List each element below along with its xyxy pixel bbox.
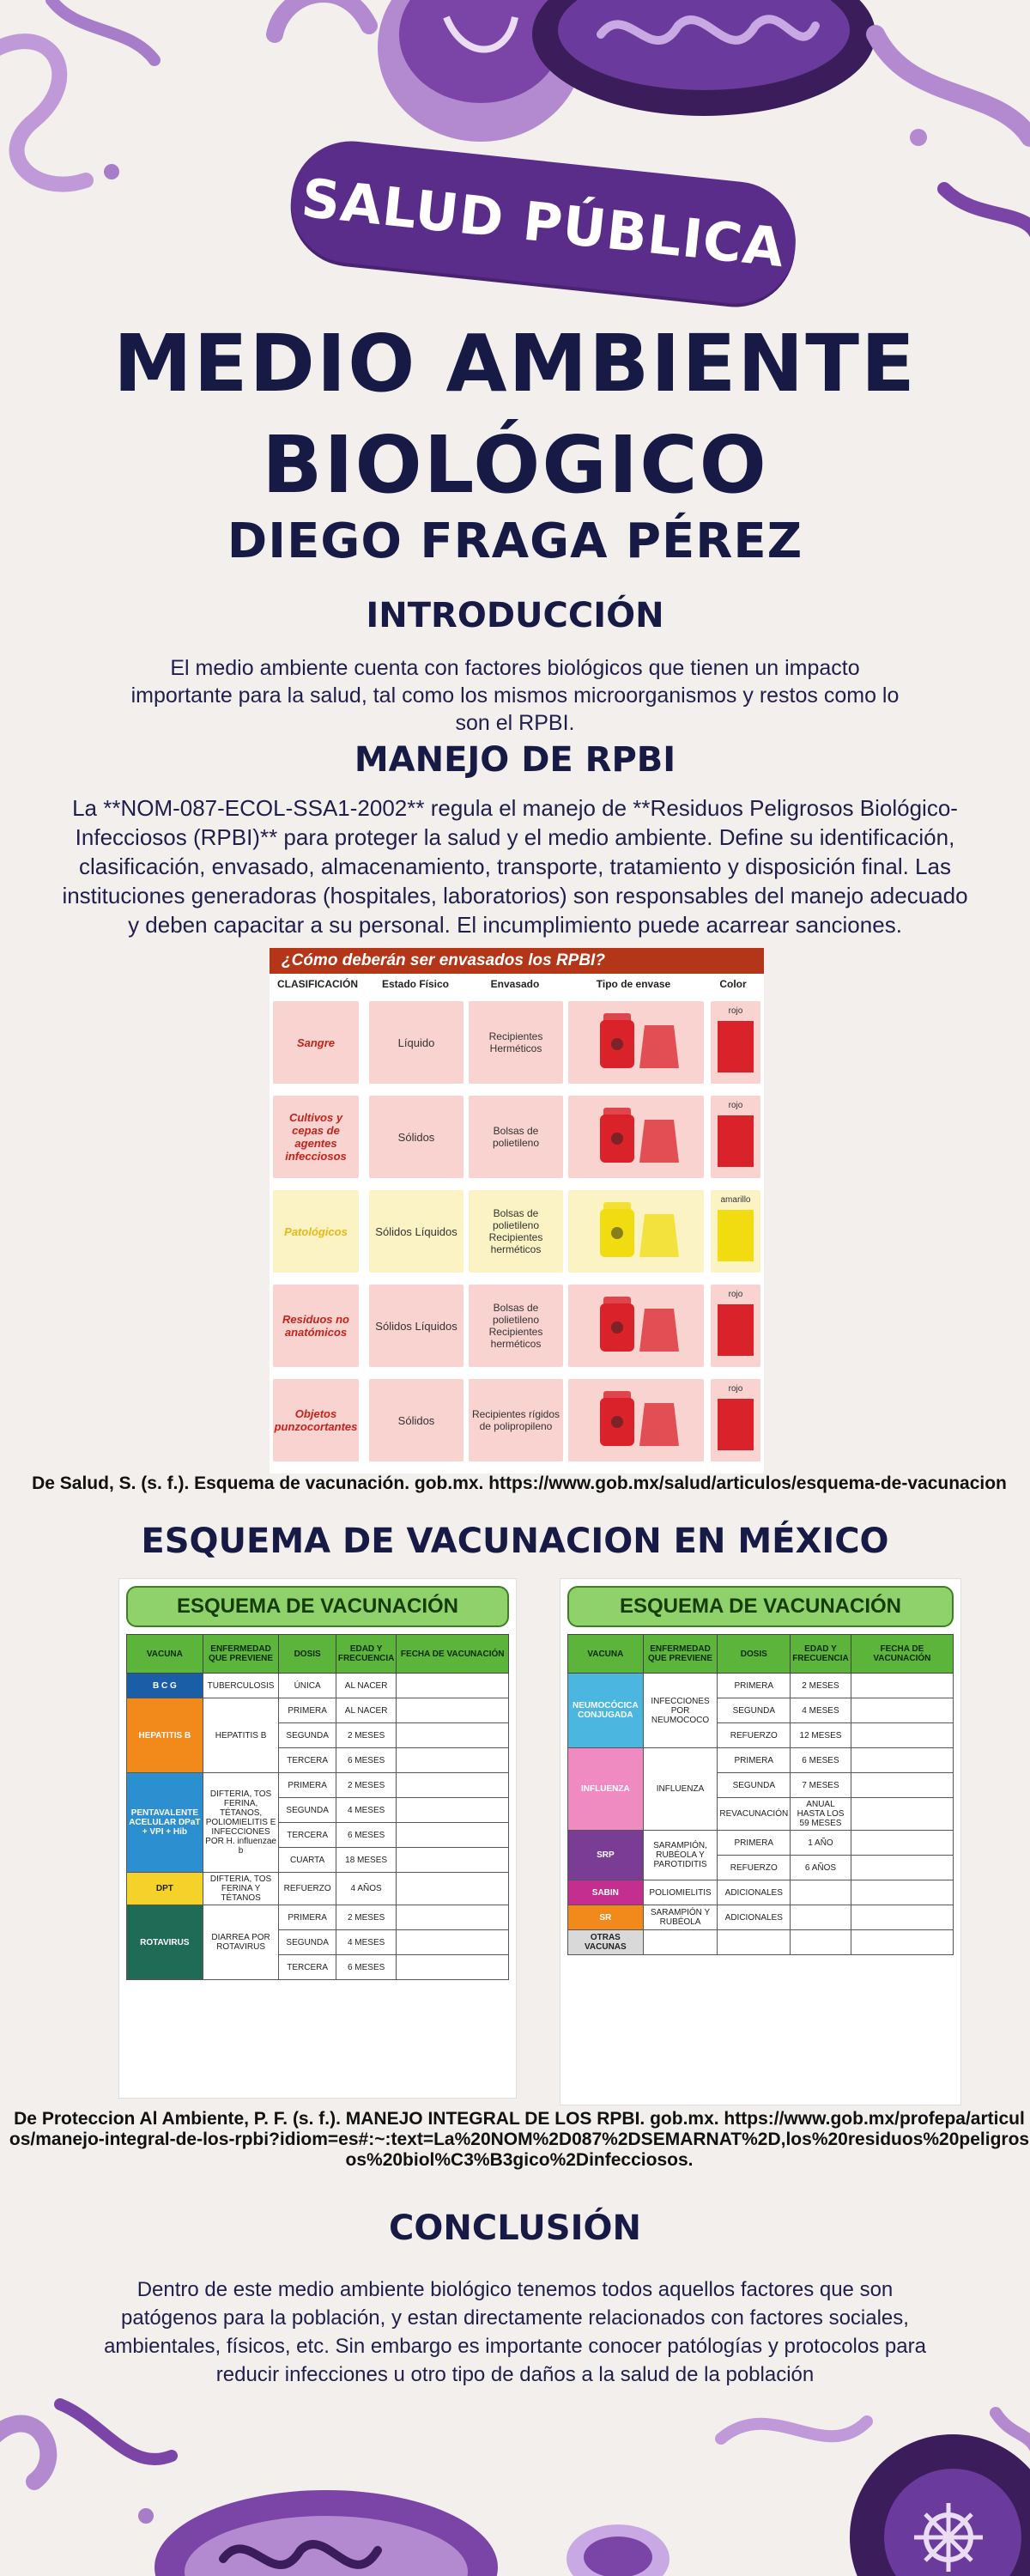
vacuna-header-cell: VACUNA xyxy=(127,1635,203,1674)
vacuna-edad: 1 AÑO xyxy=(791,1831,851,1856)
vacuna-enfermedad: TUBERCULOSIS xyxy=(203,1674,279,1698)
vacuna-fecha[interactable] xyxy=(397,1773,509,1798)
vacuna-dosis: CUARTA xyxy=(279,1848,336,1873)
vacuna-dosis: SEGUNDA xyxy=(279,1798,336,1823)
rpbi-color-label: rojo xyxy=(728,1101,743,1110)
panel-title: ESQUEMA DE VACUNACIÓN xyxy=(567,1586,954,1627)
vacuna-edad: 6 AÑOS xyxy=(791,1856,851,1880)
vacuna-dosis: TERCERA xyxy=(279,1748,336,1773)
vacuna-fecha[interactable] xyxy=(397,1674,509,1698)
vacuna-dosis: REFUERZO xyxy=(279,1873,336,1905)
vacuna-dosis: TERCERA xyxy=(279,1823,336,1848)
rpbi-row xyxy=(270,1187,764,1276)
vacuna-name: OTRAS VACUNAS xyxy=(568,1930,644,1955)
vacuna-fecha[interactable] xyxy=(851,1723,953,1748)
banner-label: SALUD PÚBLICA xyxy=(299,166,788,279)
rpbi-envasado: Bolsas de polietileno Recipientes herméticos xyxy=(469,1190,563,1273)
vacuna-dosis: PRIMERA xyxy=(718,1748,791,1773)
rpbi-color xyxy=(711,1001,760,1084)
vacuna-dosis: SEGUNDA xyxy=(718,1773,791,1798)
vacuna-fecha[interactable] xyxy=(397,1723,509,1748)
vacuna-edad: 7 MESES xyxy=(791,1773,851,1798)
container-icon xyxy=(585,1386,688,1455)
vacuna-fecha[interactable] xyxy=(397,1748,509,1773)
container-icon xyxy=(585,1197,688,1266)
vacuna-fecha[interactable] xyxy=(851,1748,953,1773)
vacunacion-table-right xyxy=(567,1634,954,1955)
vacuna-fecha[interactable] xyxy=(851,1930,953,1955)
conclusion-text: Dentro de este medio ambiente biológico tenemos todos aquellos factores que son patógenos para la población, y estan directamente relacionados con factores sociales, ambientales, físicos, etc. Sin embargo es importante conocer patólogías y protocolos para reducir infecciones u otro tipo de daños a la salud de la población xyxy=(104,2278,926,2386)
rpbi-color-label: rojo xyxy=(728,1384,743,1394)
vacuna-dosis: PRIMERA xyxy=(279,1698,336,1723)
table-row xyxy=(568,1831,954,1856)
intro-text: El medio ambiente cuenta con factores biológicos que tienen un impacto importante para la salud, tal como los mismos microorganismos y restos como lo son el RPBI. xyxy=(130,656,900,735)
vacuna-dosis: REFUERZO xyxy=(718,1856,791,1880)
vacuna-edad: 2 MESES xyxy=(336,1905,397,1930)
vacuna-header-cell: EDAD Y FRECUENCIA xyxy=(791,1635,851,1674)
vacuna-fecha[interactable] xyxy=(851,1798,953,1831)
rpbi-envasado: Bolsas de polietileno Recipientes herméticos xyxy=(469,1285,563,1367)
vacuna-dosis: PRIMERA xyxy=(718,1674,791,1698)
vacuna-name: SRP xyxy=(568,1831,644,1880)
vacuna-dosis: ÚNICA xyxy=(279,1674,336,1698)
table-row xyxy=(568,1880,954,1905)
vacuna-edad: 18 MESES xyxy=(336,1848,397,1873)
vacuna-fecha[interactable] xyxy=(851,1674,953,1698)
title-line-1: MEDIO AMBIENTE xyxy=(113,318,917,410)
vacuna-edad: 6 MESES xyxy=(791,1748,851,1773)
vacuna-edad: 6 MESES xyxy=(336,1823,397,1848)
rpbi-color xyxy=(711,1285,760,1367)
vacuna-enfermedad: POLIOMIELITIS xyxy=(643,1880,718,1905)
vacuna-header-cell: ENFERMEDAD QUE PREVIENE xyxy=(203,1635,279,1674)
vacuna-header-cell: FECHA DE VACUNACIÓN xyxy=(851,1635,953,1674)
vacuna-enfermedad: SARAMPIÓN Y RUBÉOLA xyxy=(643,1905,718,1930)
vacuna-edad xyxy=(791,1905,851,1930)
table-row xyxy=(568,1905,954,1930)
vacuna-edad: 2 MESES xyxy=(336,1773,397,1798)
rpbi-estado: Sólidos Líquidos xyxy=(369,1190,464,1273)
rpbi-clasificacion: Objetos punzocortantes xyxy=(273,1379,359,1461)
author-name: DIEGO FRAGA PÉREZ xyxy=(227,513,803,569)
vacuna-edad: 4 MESES xyxy=(336,1798,397,1823)
rpbi-header-cell: Tipo de envase xyxy=(596,978,671,990)
rpbi-row xyxy=(270,1376,764,1465)
vacuna-dosis: PRIMERA xyxy=(279,1905,336,1930)
intro-heading: INTRODUCCIÓN xyxy=(366,596,664,635)
credit-1: De Salud, S. (s. f.). Esquema de vacunación. gob.mx. https://www.gob.mx/salud/articulos/esquema-de-vacunacion xyxy=(32,1473,1007,1493)
rpbi-container-image xyxy=(568,1379,704,1461)
vacuna-dosis: PRIMERA xyxy=(279,1773,336,1798)
rpbi-clasificacion: Cultivos y cepas de agentes infecciosos xyxy=(273,1096,359,1178)
rpbi-color-label: amarillo xyxy=(720,1195,751,1205)
panel-title: ESQUEMA DE VACUNACIÓN xyxy=(126,1586,509,1627)
vacuna-fecha[interactable] xyxy=(851,1698,953,1723)
vacuna-fecha[interactable] xyxy=(851,1880,953,1905)
vacunacion-heading: ESQUEMA DE VACUNACION EN MÉXICO xyxy=(141,1522,889,1561)
rpbi-envasado: Recipientes rígidos de polipropileno xyxy=(469,1379,563,1461)
vacuna-dosis: REFUERZO xyxy=(718,1723,791,1748)
vacuna-edad xyxy=(791,1880,851,1905)
rpbi-clasificacion: Sangre xyxy=(273,1001,359,1084)
conclusion-heading: CONCLUSIÓN xyxy=(389,2208,641,2248)
rpbi-color xyxy=(711,1379,760,1461)
rpbi-container-image xyxy=(568,1001,704,1084)
vacuna-enfermedad: DIFTERIA, TOS FERINA, TÉTANOS, POLIOMIELITIS E INFECCIONES POR H. influenzae b xyxy=(203,1773,279,1873)
rpbi-color-swatch xyxy=(718,1304,754,1356)
vacuna-header-cell: VACUNA xyxy=(568,1635,644,1674)
manejo-heading: MANEJO DE RPBI xyxy=(354,740,676,780)
rpbi-container-image xyxy=(568,1285,704,1367)
vacuna-edad: AL NACER xyxy=(336,1698,397,1723)
vacuna-name: B C G xyxy=(127,1674,203,1698)
vacuna-dosis: REVACUNACIÓN xyxy=(718,1798,791,1831)
table-row xyxy=(127,1698,509,1723)
table-row xyxy=(127,1905,509,1930)
vacuna-edad: 6 MESES xyxy=(336,1955,397,1980)
vacuna-enfermedad: HEPATITIS B xyxy=(203,1698,279,1773)
table-row xyxy=(127,1674,509,1698)
vacuna-enfermedad: DIFTERIA, TOS FERINA Y TÉTANOS xyxy=(203,1873,279,1905)
vacuna-header-cell: FECHA DE VACUNACIÓN xyxy=(397,1635,509,1674)
container-icon xyxy=(585,1008,688,1077)
vacuna-name: SABIN xyxy=(568,1880,644,1905)
rpbi-color-swatch xyxy=(718,1115,754,1167)
vacuna-edad: 4 MESES xyxy=(336,1930,397,1955)
vacuna-name: INFLUENZA xyxy=(568,1748,644,1831)
credit-2: De Proteccion Al Ambiente, P. F. (s. f.). MANEJO INTEGRAL DE LOS RPBI. gob.mx. https://www.gob.mx/profepa/articulos/manejo-integral-de-los-rpbi?idiom=es#:~:text=La%20NOM%2D087%2DSEMARNAT%2D,los%20residuos%20peligrosos%20biol%C3%B3gico%2Dinfecciosos. xyxy=(9,2109,1030,2170)
vacuna-dosis: SEGUNDA xyxy=(718,1698,791,1723)
rpbi-container-image xyxy=(568,1096,704,1178)
vacuna-fecha[interactable] xyxy=(397,1955,509,1980)
rpbi-color-label: rojo xyxy=(728,1006,743,1016)
rpbi-color-swatch xyxy=(718,1399,754,1450)
vacuna-enfermedad: INFECCIONES POR NEUMOCOCO xyxy=(643,1674,718,1748)
rpbi-estado: Sólidos xyxy=(369,1379,464,1461)
vacuna-edad: ANUAL HASTA LOS 59 MESES xyxy=(791,1798,851,1831)
vacuna-fecha[interactable] xyxy=(851,1773,953,1798)
vacuna-name: NEUMOCÓCICA CONJUGADA xyxy=(568,1674,644,1748)
vacuna-edad: 2 MESES xyxy=(791,1674,851,1698)
vacuna-edad: 6 MESES xyxy=(336,1748,397,1773)
vacuna-edad: 4 MESES xyxy=(791,1698,851,1723)
title-line-2: BIOLÓGICO xyxy=(262,419,768,511)
microbe-decoration-bottom xyxy=(0,2387,1030,2576)
table-row xyxy=(127,1773,509,1798)
rpbi-envasado: Recipientes Herméticos xyxy=(469,1001,563,1084)
vacuna-edad xyxy=(791,1930,851,1955)
rpbi-clasificacion: Residuos no anatómicos xyxy=(273,1285,359,1367)
vacuna-dosis: TERCERA xyxy=(279,1955,336,1980)
vacuna-fecha[interactable] xyxy=(851,1856,953,1880)
manejo-text: La **NOM-087-ECOL-SSA1-2002** regula el manejo de **Residuos Peligrosos Biológico-Infecciosos (RPBI)** para proteger la salud y el medio ambiente. Define su identificación, clasificación, envasado, almacenamiento, transporte, tratamiento y disposición final. Las instituciones generadoras (hospitales, laboratorios) son responsables del manejo adecuado y deben capacitar a su personal. El incumplimiento puede acarrear sanciones. xyxy=(62,795,968,938)
vacuna-header-cell: ENFERMEDAD QUE PREVIENE xyxy=(643,1635,718,1674)
vacuna-fecha[interactable] xyxy=(397,1798,509,1823)
vacuna-fecha[interactable] xyxy=(851,1831,953,1856)
rpbi-table-title: ¿Cómo deberán ser envasados los RPBI? xyxy=(270,948,764,974)
vacuna-name: PENTAVALENTE ACELULAR DPaT + VPI + Hib xyxy=(127,1773,203,1873)
vacuna-fecha[interactable] xyxy=(397,1848,509,1873)
vacunacion-table-left xyxy=(126,1634,509,1980)
table-row xyxy=(568,1930,954,1955)
vacuna-dosis xyxy=(718,1930,791,1955)
vacunacion-panel-right xyxy=(560,1578,961,2105)
vacuna-name: DPT xyxy=(127,1873,203,1905)
table-row xyxy=(568,1674,954,1698)
vacuna-header-cell: EDAD Y FRECUENCIA xyxy=(336,1635,397,1674)
rpbi-clasificacion: Patológicos xyxy=(273,1190,359,1273)
vacunacion-panel-left xyxy=(118,1578,517,2099)
rpbi-header-cell: Color xyxy=(719,978,747,990)
vacuna-edad: AL NACER xyxy=(336,1674,397,1698)
vacuna-dosis: SEGUNDA xyxy=(279,1723,336,1748)
rpbi-header-cell: Envasado xyxy=(490,978,540,990)
rpbi-color-label: rojo xyxy=(728,1290,743,1299)
vacuna-fecha[interactable] xyxy=(397,1930,509,1955)
vacuna-enfermedad: SARAMPIÓN, RUBÉOLA Y PAROTIDITIS xyxy=(643,1831,718,1880)
rpbi-color xyxy=(711,1190,760,1273)
vacuna-edad: 2 MESES xyxy=(336,1723,397,1748)
vacuna-header-cell: DOSIS xyxy=(718,1635,791,1674)
vacuna-fecha[interactable] xyxy=(397,1823,509,1848)
vacuna-name: HEPATITIS B xyxy=(127,1698,203,1773)
rpbi-table xyxy=(270,948,764,1473)
vacuna-dosis: SEGUNDA xyxy=(279,1930,336,1955)
vacuna-dosis: PRIMERA xyxy=(718,1831,791,1856)
vacuna-header-cell: DOSIS xyxy=(279,1635,336,1674)
vacuna-name: ROTAVIRUS xyxy=(127,1905,203,1980)
vacuna-edad: 12 MESES xyxy=(791,1723,851,1748)
rpbi-estado: Líquido xyxy=(369,1001,464,1084)
table-row xyxy=(568,1748,954,1773)
rpbi-header-cell: CLASIFICACIÓN xyxy=(277,978,358,990)
rpbi-row xyxy=(270,998,764,1087)
vacuna-dosis: ADICIONALES xyxy=(718,1880,791,1905)
vacuna-name: SR xyxy=(568,1905,644,1930)
vacuna-fecha[interactable] xyxy=(397,1873,509,1905)
container-icon xyxy=(585,1103,688,1171)
vacuna-enfermedad: INFLUENZA xyxy=(643,1748,718,1831)
rpbi-color-swatch xyxy=(718,1021,754,1072)
rpbi-header-cell: Estado Físico xyxy=(381,978,450,990)
rpbi-container-image xyxy=(568,1190,704,1273)
rpbi-estado: Sólidos xyxy=(369,1096,464,1178)
rpbi-row xyxy=(270,1092,764,1182)
vacuna-edad: 4 AÑOS xyxy=(336,1873,397,1905)
vacuna-enfermedad: DIARREA POR ROTAVIRUS xyxy=(203,1905,279,1980)
vacuna-dosis: ADICIONALES xyxy=(718,1905,791,1930)
rpbi-row xyxy=(270,1281,764,1370)
rpbi-table-headers xyxy=(270,974,764,994)
vacuna-fecha[interactable] xyxy=(397,1905,509,1930)
rpbi-color xyxy=(711,1096,760,1178)
rpbi-envasado: Bolsas de polietileno xyxy=(469,1096,563,1178)
vacuna-fecha[interactable] xyxy=(851,1905,953,1930)
rpbi-estado: Sólidos Líquidos xyxy=(369,1285,464,1367)
rpbi-color-swatch xyxy=(718,1210,754,1261)
vacuna-fecha[interactable] xyxy=(397,1698,509,1723)
vacuna-enfermedad xyxy=(643,1930,718,1955)
table-row xyxy=(127,1873,509,1905)
container-icon xyxy=(585,1291,688,1360)
